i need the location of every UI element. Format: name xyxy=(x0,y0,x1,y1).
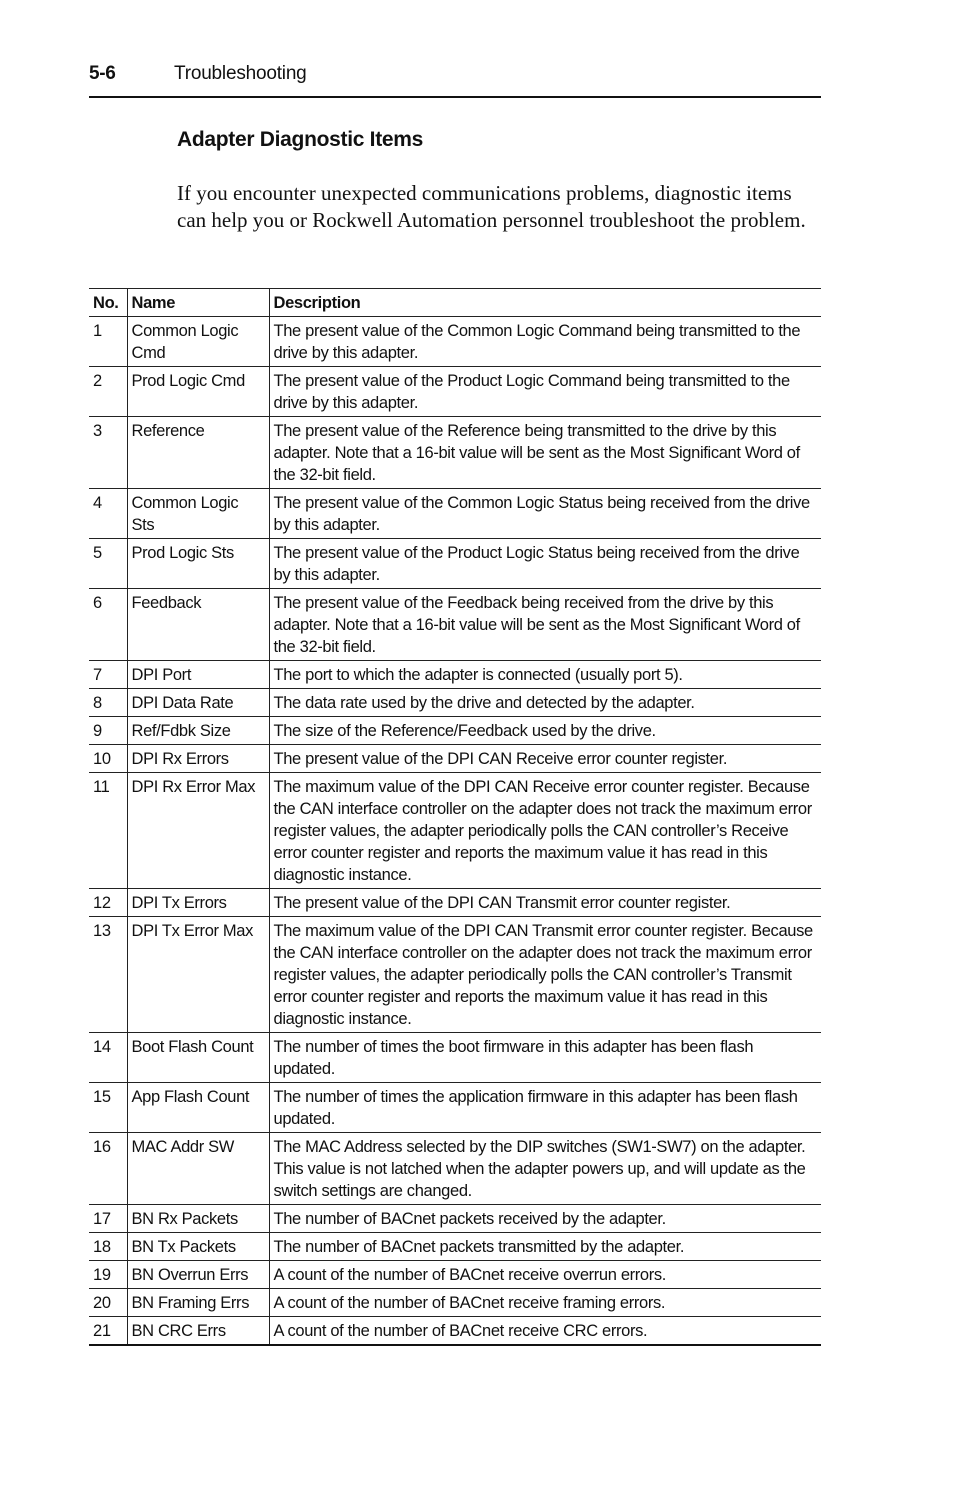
cell-description: The present value of the DPI CAN Transmit error counter register. xyxy=(269,889,821,917)
cell-no: 3 xyxy=(89,417,127,489)
cell-name: BN Framing Errs xyxy=(127,1289,269,1317)
cell-description: A count of the number of BACnet receive framing errors. xyxy=(269,1289,821,1317)
cell-description: The number of BACnet packets transmitted by the adapter. xyxy=(269,1233,821,1261)
table-row xyxy=(89,745,821,773)
cell-name: DPI Tx Error Max xyxy=(127,917,269,1033)
cell-name: DPI Tx Errors xyxy=(127,889,269,917)
table-row xyxy=(89,661,821,689)
cell-no: 19 xyxy=(89,1261,127,1289)
cell-name: BN CRC Errs xyxy=(127,1317,269,1346)
cell-no: 14 xyxy=(89,1033,127,1083)
cell-no: 21 xyxy=(89,1317,127,1346)
cell-description: The number of times the application firmware in this adapter has been flash updated. xyxy=(269,1083,821,1133)
cell-name: DPI Port xyxy=(127,661,269,689)
table-row xyxy=(89,1233,821,1261)
cell-description: The present value of the DPI CAN Receive error counter register. xyxy=(269,745,821,773)
cell-no: 9 xyxy=(89,717,127,745)
cell-description: The number of BACnet packets received by the adapter. xyxy=(269,1205,821,1233)
cell-no: 7 xyxy=(89,661,127,689)
table-row xyxy=(89,589,821,661)
cell-description: The present value of the Common Logic Command being transmitted to the drive by this adapter. xyxy=(269,317,821,367)
table-row xyxy=(89,917,821,1033)
cell-name: MAC Addr SW xyxy=(127,1133,269,1205)
cell-name: Common Logic Cmd xyxy=(127,317,269,367)
cell-name: BN Overrun Errs xyxy=(127,1261,269,1289)
table-row xyxy=(89,1205,821,1233)
cell-name: Prod Logic Sts xyxy=(127,539,269,589)
cell-description: The present value of the Common Logic Status being received from the drive by this adapter. xyxy=(269,489,821,539)
chapter-title: Troubleshooting xyxy=(174,63,307,84)
cell-description: The present value of the Product Logic Command being transmitted to the drive by this adapter. xyxy=(269,367,821,417)
table-row xyxy=(89,539,821,589)
table-row xyxy=(89,1317,821,1346)
cell-description: The present value of the Product Logic Status being received from the drive by this adapter. xyxy=(269,539,821,589)
cell-name: Boot Flash Count xyxy=(127,1033,269,1083)
table-header-row xyxy=(89,289,821,317)
cell-no: 4 xyxy=(89,489,127,539)
cell-description: The MAC Address selected by the DIP switches (SW1-SW7) on the adapter. This value is not latched when the adapter powers up, and will update as the switch settings are changed. xyxy=(269,1133,821,1205)
table-row xyxy=(89,489,821,539)
cell-name: BN Tx Packets xyxy=(127,1233,269,1261)
table-row xyxy=(89,689,821,717)
cell-name: DPI Data Rate xyxy=(127,689,269,717)
cell-no: 10 xyxy=(89,745,127,773)
table-row xyxy=(89,1289,821,1317)
cell-name: DPI Rx Error Max xyxy=(127,773,269,889)
section-title: Adapter Diagnostic Items xyxy=(177,128,424,151)
cell-description: The maximum value of the DPI CAN Transmit error counter register. Because the CAN interface controller on the adapter does not track the maximum error register values, the adapter periodically polls the CAN controller’s Transmit error counter register and reports the maximum value it has read in this diagnostic instance. xyxy=(269,917,821,1033)
cell-no: 5 xyxy=(89,539,127,589)
cell-description: The present value of the Reference being transmitted to the drive by this adapter. Note that a 16-bit value will be sent as the Most Significant Word of the 32-bit field. xyxy=(269,417,821,489)
cell-description: The number of times the boot firmware in this adapter has been flash updated. xyxy=(269,1033,821,1083)
cell-name: BN Rx Packets xyxy=(127,1205,269,1233)
table-row xyxy=(89,889,821,917)
cell-no: 13 xyxy=(89,917,127,1033)
cell-description: The data rate used by the drive and detected by the adapter. xyxy=(269,689,821,717)
intro-paragraph: If you encounter unexpected communications problems, diagnostic items can help you or Rockwell Automation personnel troubleshoot the problem. xyxy=(177,181,806,232)
column-header-name: Name xyxy=(127,289,269,317)
cell-name: DPI Rx Errors xyxy=(127,745,269,773)
table-row xyxy=(89,1133,821,1205)
table-row xyxy=(89,1261,821,1289)
cell-description: A count of the number of BACnet receive CRC errors. xyxy=(269,1317,821,1346)
cell-no: 6 xyxy=(89,589,127,661)
cell-description: The size of the Reference/Feedback used by the drive. xyxy=(269,717,821,745)
cell-no: 12 xyxy=(89,889,127,917)
cell-description: The present value of the Feedback being received from the drive by this adapter. Note that a 16-bit value will be sent as the Most Significant Word of the 32-bit field. xyxy=(269,589,821,661)
table-row xyxy=(89,1033,821,1083)
cell-name: Prod Logic Cmd xyxy=(127,367,269,417)
column-header-no: No. xyxy=(89,289,127,317)
diagnostic-items-table xyxy=(89,288,821,1346)
cell-no: 20 xyxy=(89,1289,127,1317)
cell-name: Feedback xyxy=(127,589,269,661)
cell-no: 16 xyxy=(89,1133,127,1205)
cell-name: Reference xyxy=(127,417,269,489)
cell-no: 15 xyxy=(89,1083,127,1133)
cell-name: App Flash Count xyxy=(127,1083,269,1133)
cell-no: 1 xyxy=(89,317,127,367)
table-row xyxy=(89,1083,821,1133)
cell-no: 17 xyxy=(89,1205,127,1233)
cell-description: A count of the number of BACnet receive overrun errors. xyxy=(269,1261,821,1289)
column-header-description: Description xyxy=(269,289,821,317)
table-row xyxy=(89,417,821,489)
table-row xyxy=(89,317,821,367)
page-number: 5-6 xyxy=(89,63,116,84)
cell-no: 18 xyxy=(89,1233,127,1261)
cell-no: 2 xyxy=(89,367,127,417)
cell-name: Ref/Fdbk Size xyxy=(127,717,269,745)
page-header xyxy=(89,58,821,98)
table-row xyxy=(89,773,821,889)
cell-no: 8 xyxy=(89,689,127,717)
cell-name: Common Logic Sts xyxy=(127,489,269,539)
table-row xyxy=(89,717,821,745)
cell-description: The maximum value of the DPI CAN Receive error counter register. Because the CAN interface controller on the adapter does not track the maximum error register values, the adapter periodically polls the CAN controller’s Receive error counter register and reports the maximum value it has read in this diagnostic instance. xyxy=(269,773,821,889)
table-row xyxy=(89,367,821,417)
cell-description: The port to which the adapter is connected (usually port 5). xyxy=(269,661,821,689)
cell-no: 11 xyxy=(89,773,127,889)
